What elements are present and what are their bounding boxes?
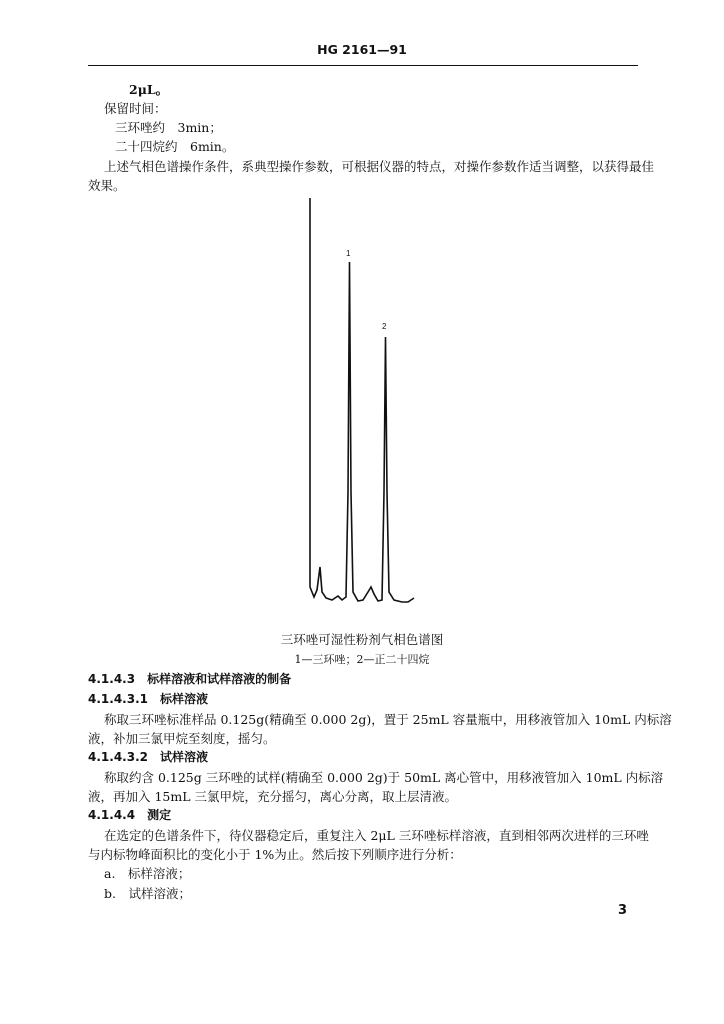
section-title: 4.1.4.4 测定 bbox=[88, 808, 172, 822]
page-number: 3 bbox=[618, 903, 628, 918]
retention-label: 保留时间： bbox=[104, 101, 167, 116]
header-rule bbox=[88, 65, 638, 66]
list-item: a. 标样溶液； bbox=[104, 866, 191, 881]
paragraph-line: 上述气相色谱操作条件，系典型操作参数，可根据仪器的特点，对操作参数作适当调整，以获得最佳 bbox=[104, 159, 655, 174]
peak-2-label: 2 bbox=[382, 322, 387, 331]
section-title: 4.1.4.3.1 标样溶液 bbox=[88, 692, 208, 706]
body-line: 液，再加入 15mL 三氯甲烷，充分摇匀，离心分离，取上层清液。 bbox=[88, 789, 458, 804]
body-line: 液，补加三氯甲烷至刻度，摇匀。 bbox=[88, 731, 276, 746]
body-line: 在选定的色谱条件下，待仪器稳定后，重复注入 2μL 三环唑标样溶液，直到相邻两次进样的三环唑 bbox=[104, 828, 649, 843]
standard-id-header: HG 2161—91 bbox=[317, 42, 407, 57]
chromatogram-figure bbox=[296, 192, 426, 612]
body-line: 称取三环唑标准样品 0.125g(精确至 0.000 2g)，置于 25mL 容量瓶中，用移液管加入 10mL 内标溶 bbox=[104, 712, 672, 727]
injection-volume-text: 2μL。 bbox=[129, 82, 169, 97]
list-item: b. 试样溶液； bbox=[104, 886, 191, 901]
body-line: 称取约含 0.125g 三环唑的试样(精确至 0.000 2g)于 50mL 离心管中，用移液管加入 10mL 内标溶 bbox=[104, 770, 664, 785]
retention-tetracosane: 二十四烷约 6min。 bbox=[115, 139, 235, 154]
chromatogram-trace bbox=[310, 198, 414, 602]
paragraph-line: 效果。 bbox=[88, 178, 126, 193]
section-title: 4.1.4.3.2 试样溶液 bbox=[88, 750, 208, 764]
peak-1-label: 1 bbox=[346, 249, 351, 258]
body-line: 与内标物峰面积比的变化小于 1%为止。然后按下列顺序进行分析： bbox=[88, 847, 462, 862]
section-title: 4.1.4.3 标样溶液和试样溶液的制备 bbox=[88, 672, 292, 686]
figure-caption: 三环唑可湿性粉剂气相色谱图 bbox=[280, 632, 444, 647]
retention-triadimefon: 三环唑约 3min； bbox=[115, 120, 222, 135]
figure-subcaption: 1—三环唑；2—正二十四烷 bbox=[294, 653, 430, 666]
